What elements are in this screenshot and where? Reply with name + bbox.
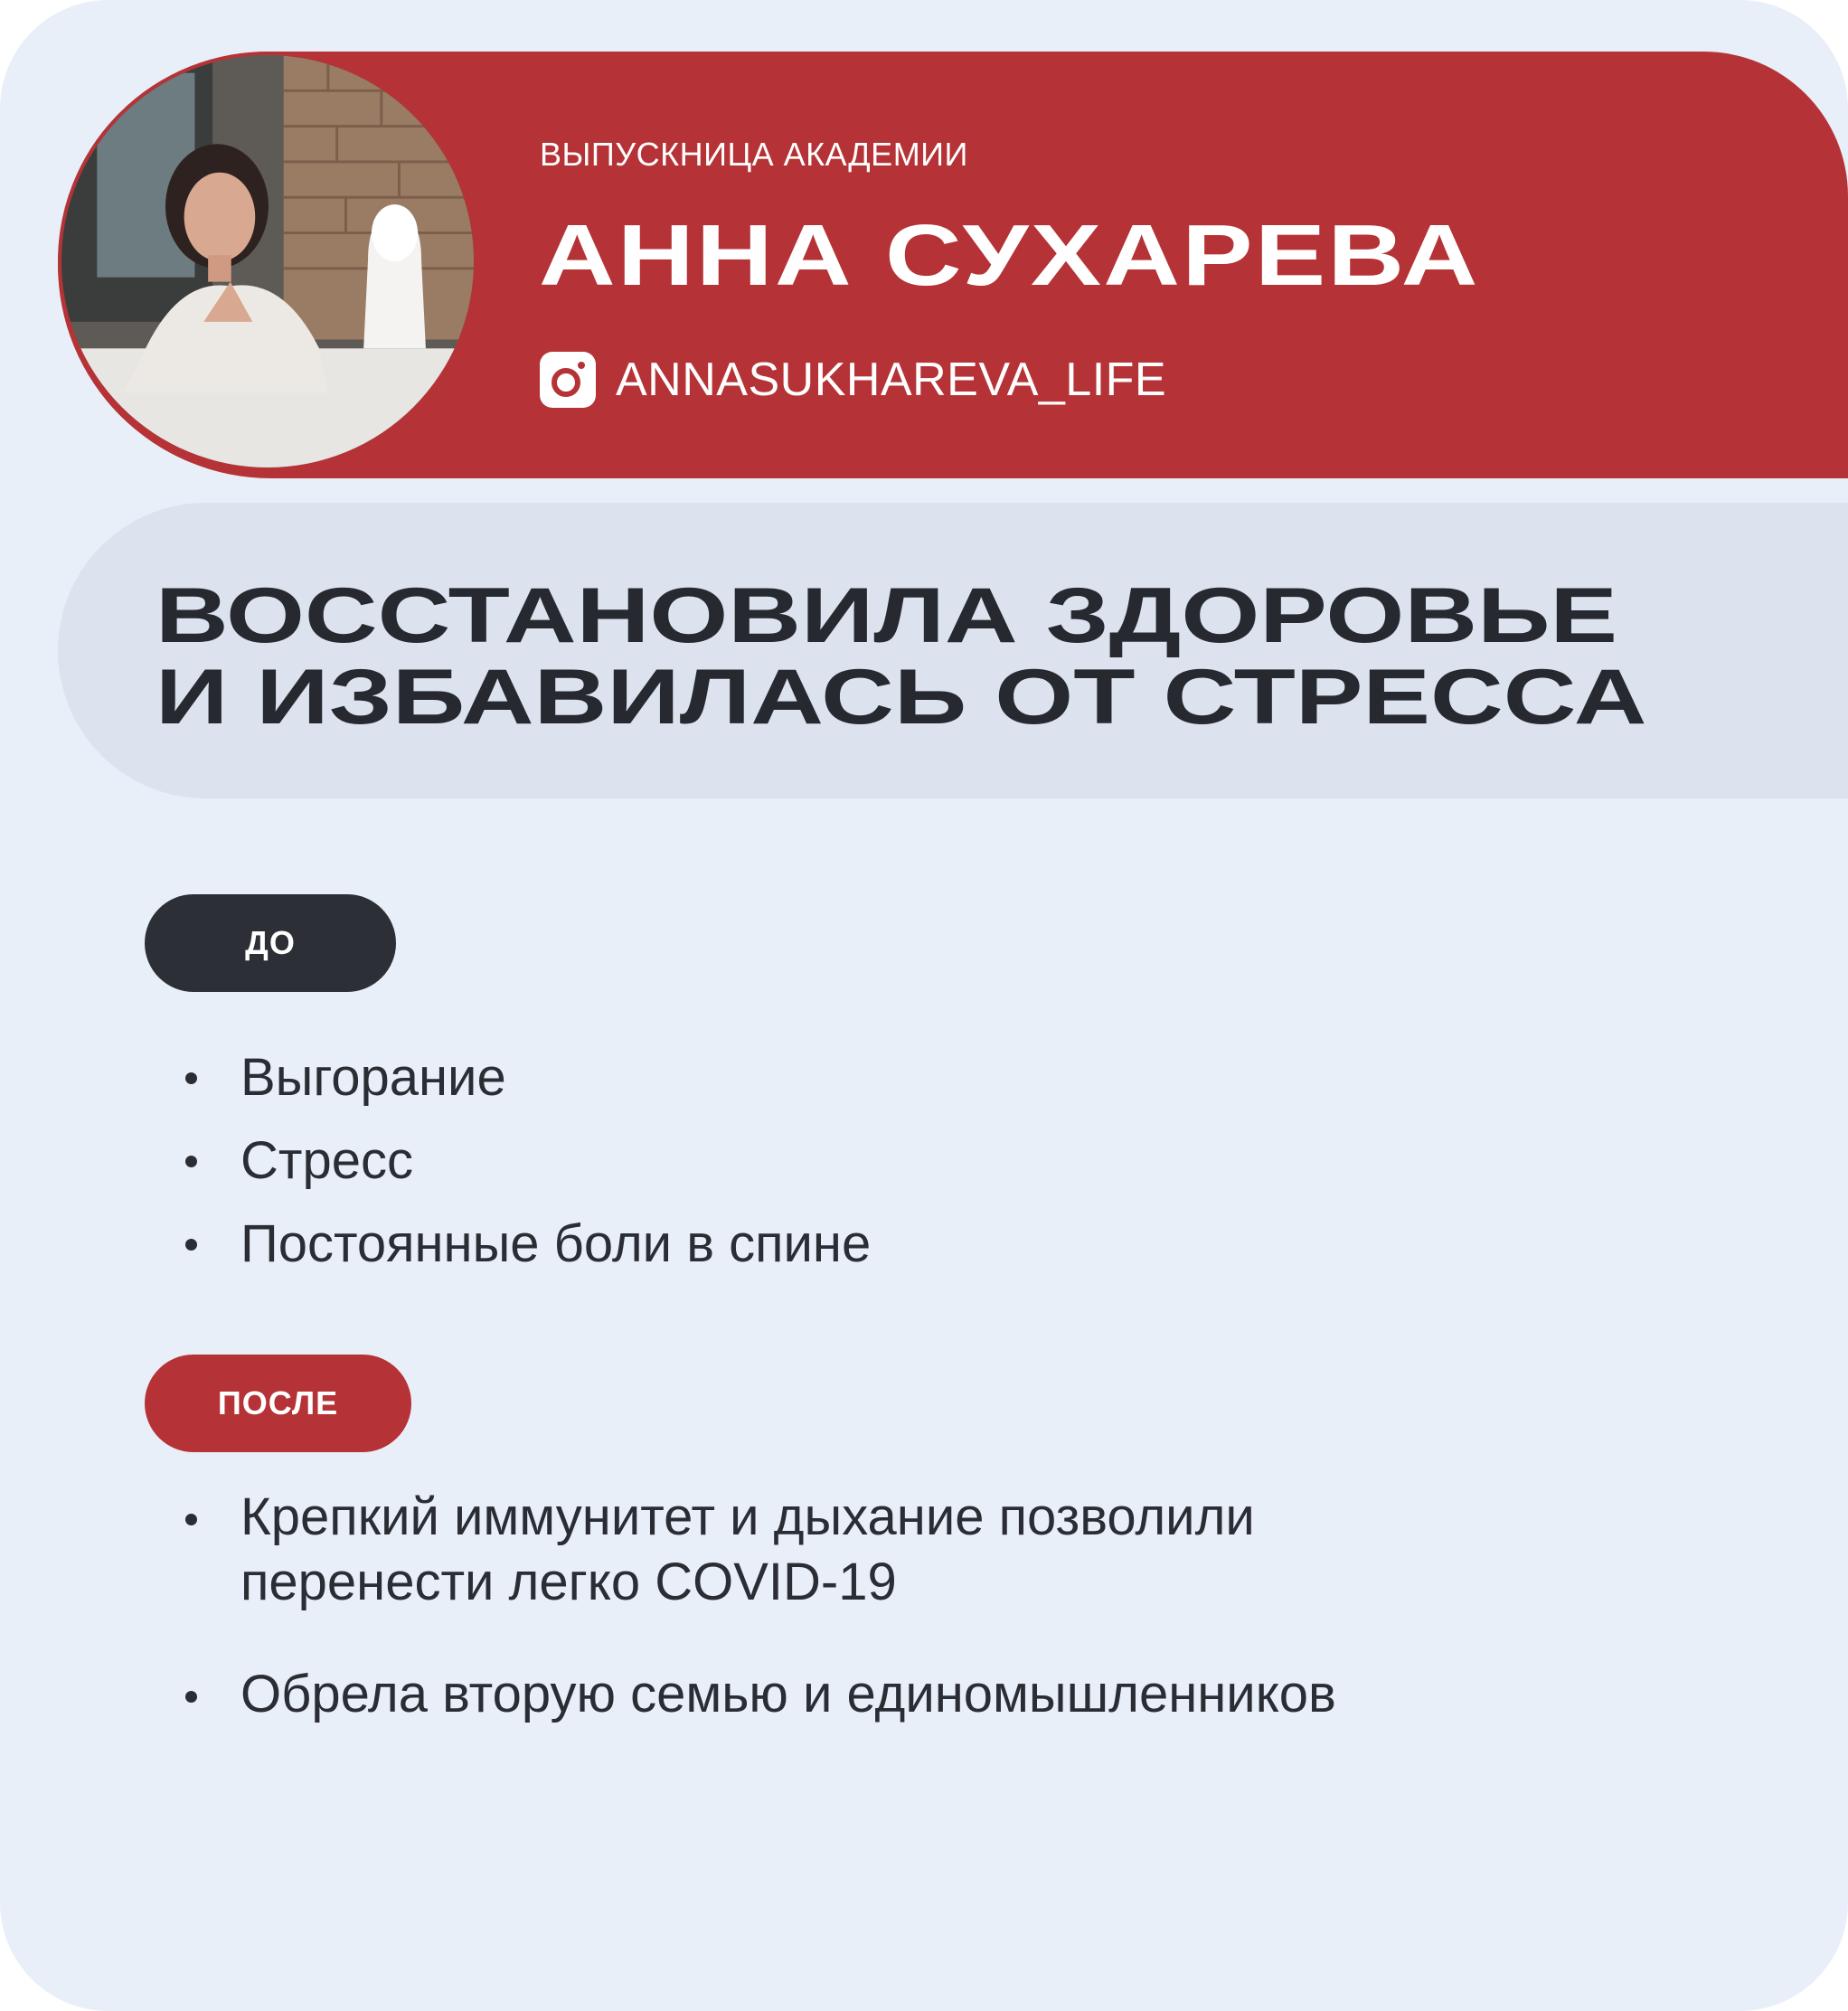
instagram-icon <box>540 352 596 408</box>
list-item: Постоянные боли в спине <box>172 1203 871 1286</box>
instagram-link[interactable] <box>540 351 1166 409</box>
headline-line-1: ВОССТАНОВИЛА ЗДОРОВЬЕ <box>156 572 1618 659</box>
headline <box>156 572 1647 741</box>
after-badge: ПОСЛЕ <box>145 1355 411 1452</box>
list-item-line: Обрела вторую семью и единомышленников <box>240 1665 1336 1723</box>
person-name: АННА СУХАРЕВА <box>539 207 1480 304</box>
headline-line-2: И ИЗБАВИЛАСЬ ОТ СТРЕССА <box>156 654 1647 741</box>
header-subtitle: ВЫПУСКНИЦА АКАДЕМИИ <box>540 136 968 173</box>
before-list <box>172 1036 871 1286</box>
after-list <box>172 1485 1336 1727</box>
list-item-line: Крепкий иммунитет и дыхание позволили <box>240 1487 1255 1546</box>
list-item: Стресс <box>172 1119 871 1203</box>
list-item <box>172 1662 1336 1727</box>
list-item: Выгорание <box>172 1036 871 1119</box>
before-badge: ДО <box>145 894 396 992</box>
list-item <box>172 1485 1336 1615</box>
instagram-handle[interactable]: ANNASUKHAREVA_LIFE <box>616 354 1167 406</box>
list-item-line: перенести легко COVID-19 <box>240 1553 897 1611</box>
avatar <box>58 52 477 471</box>
